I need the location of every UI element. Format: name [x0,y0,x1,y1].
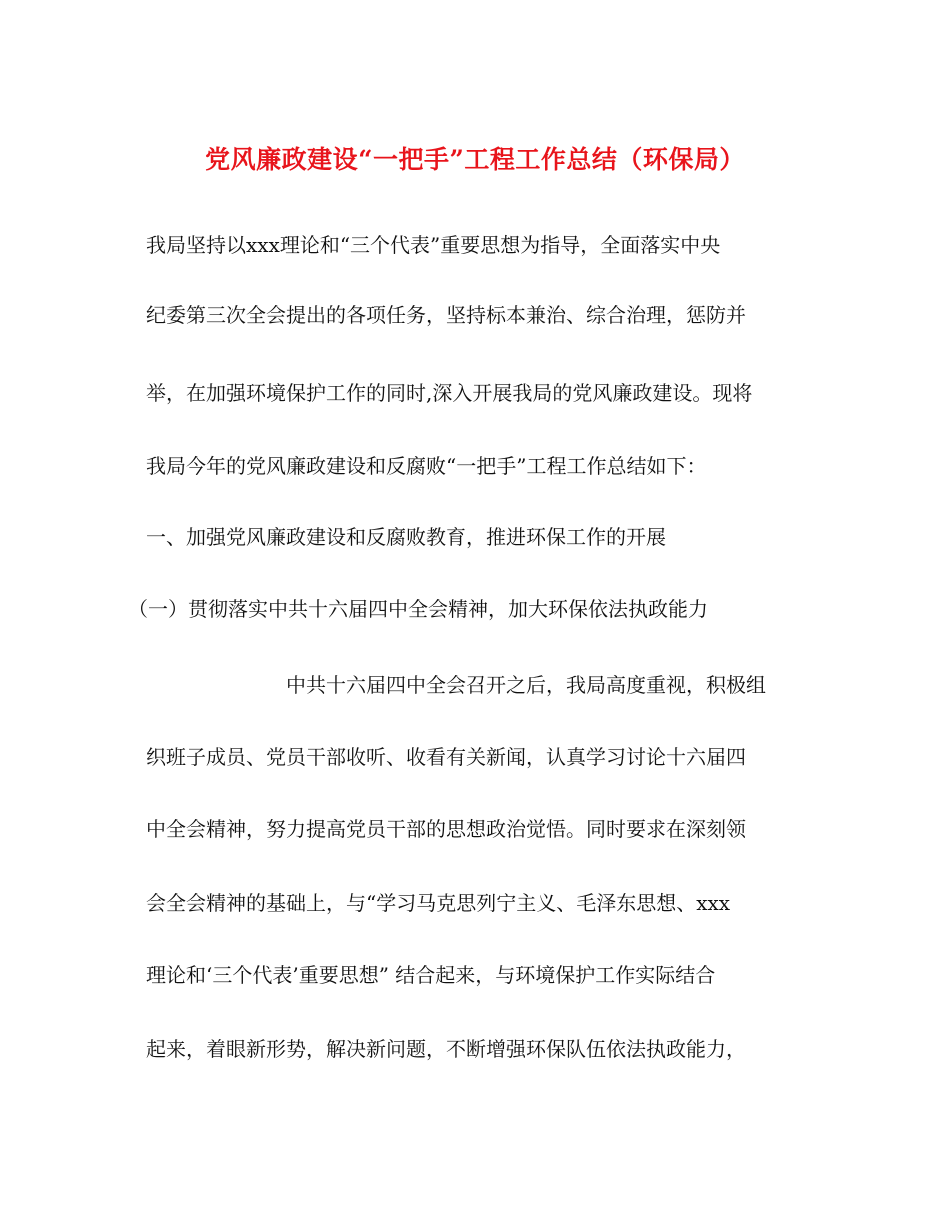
paragraph-line-1: 我局坚持以xxx理论和“三个代表”重要思想为指导，全面落实中央 [146,233,721,257]
paragraph-line-5: 中共十六届四中全会召开之后，我局高度重视，积极组 [286,673,766,697]
paragraph-line-2: 纪委第三次全会提出的各项任务，坚持标本兼治、综合治理，惩防并 [146,303,746,327]
paragraph-line-9: 理论和‘三个代表’重要思想” 结合起来，与环境保护工作实际结合 [146,963,716,987]
paragraph-line-4: 我局今年的党风廉政建设和反腐败“一把手”工程工作总结如下： [146,454,707,478]
paragraph-line-10: 起来，着眼新形势，解决新问题，不断增强环保队伍依法执政能力， [146,1037,746,1061]
subsection-heading-1: （一）贯彻落实中共十六届四中全会精神，加大环保依法执政能力 [128,597,708,621]
section-heading-1: 一、加强党风廉政建设和反腐败教育，推进环保工作的开展 [146,525,666,549]
paragraph-line-8: 会全会精神的基础上，与“学习马克思列宁主义、毛泽东思想、xxx [146,891,731,915]
paragraph-line-6: 织班子成员、党员干部收听、收看有关新闻，认真学习讨论十六届四 [146,745,746,769]
paragraph-line-7: 中全会精神，努力提高党员干部的思想政治觉悟。同时要求在深刻领 [146,817,746,841]
document-title: 党风廉政建设“一把手”工程工作总结（环保局） [205,145,745,174]
paragraph-line-3: 举，在加强环境保护工作的同时,深入开展我局的党风廉政建设。现将 [146,381,753,405]
